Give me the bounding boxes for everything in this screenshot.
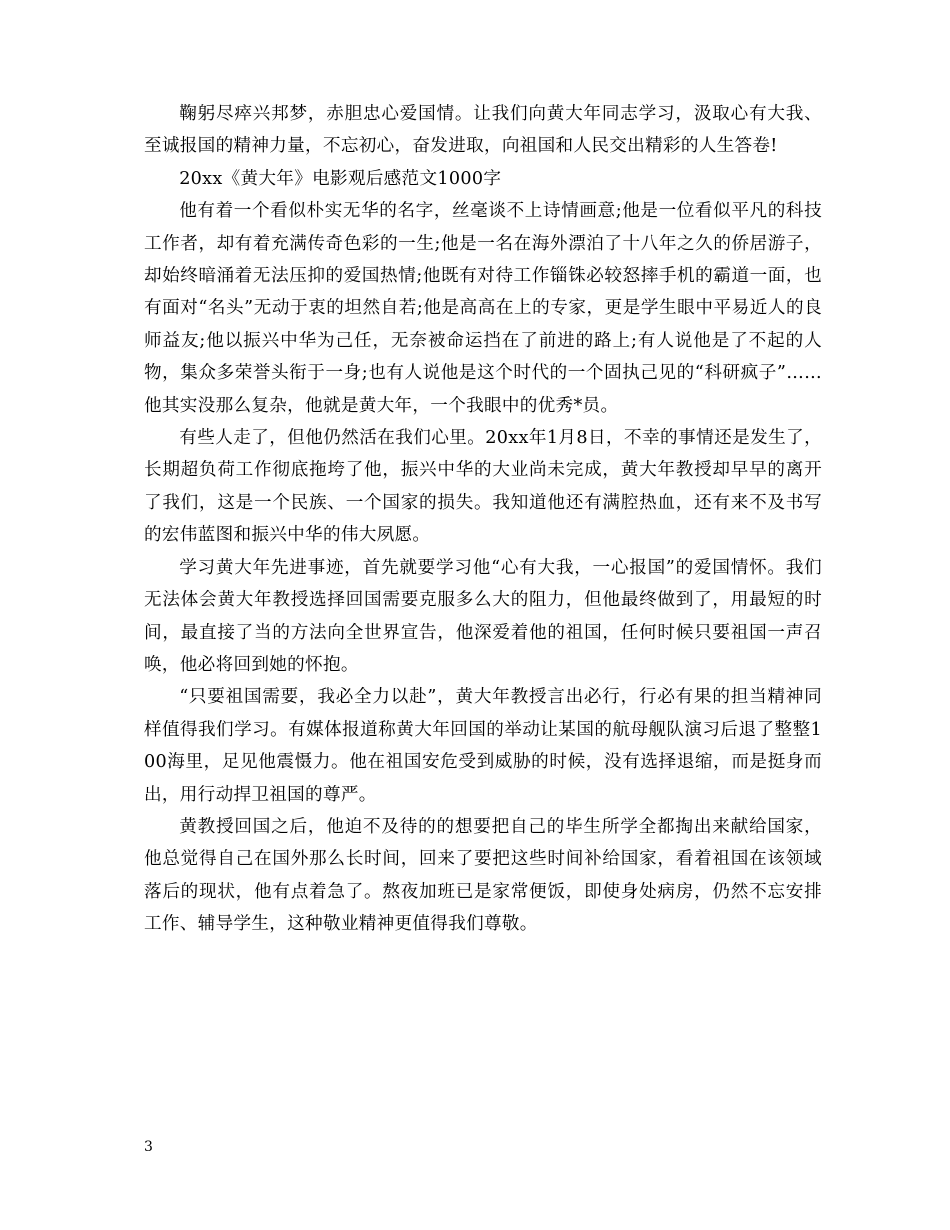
paragraph-patriotism: 学习黄大年先进事迹，首先就要学习他“心有大我，一心报国”的爱国情怀。我们无法体会黄大年教授选择回国需要克服多么大的阻力，但他最终做到了，用最短的时间，最直接了当的方法向全世界宣告，他深爱着他的祖国，任何时候只要祖国一声召唤，他必将回到她的怀抱。	[144, 557, 822, 675]
paragraph-conclusion: 鞠躬尽瘁兴邦梦，赤胆忠心爱国情。让我们向黄大年同志学习，汲取心有大我、至诚报国的精神力量，不忘初心，奋发进取，向祖国和人民交出精彩的人生答卷!	[144, 104, 822, 157]
paragraph-dedication: 黄教授回国之后，他迫不及待的的想要把自己的毕生所学全都掏出来献给国家，他总觉得自己在国外那么长时间，回来了要把这些时间补给国家，看着祖国在该领域落后的现状，他有点着急了。熬夜加班已是家常便饭，即使身处病房，仍然不忘安排工作、辅导学生，这种敬业精神更值得我们尊敬。	[144, 816, 822, 935]
paragraph-intro: 他有着一个看似朴实无华的名字，丝毫谈不上诗情画意;他是一位看似平凡的科技工作者，却有着充满传奇色彩的一生;他是一名在海外漂泊了十八年之久的侨居游子，却始终暗涌着无法压抑的爱国热情;他既有对待工作锱铢必较怒摔手机的霸道一面，也有面对“名头”无动于衷的坦然自若;他是高高在上的专家，更是学生眼中平易近人的良师益友;他以振兴中华为己任，无奈被命运挡在了前进的路上;有人说他是了不起的人物，集众多荣誉头衔于一身;也有人说他是这个时代的一个固执己见的“科研疯子”……他其实没那么复杂，他就是黄大年，一个我眼中的优秀*员。	[144, 201, 822, 416]
section-heading: 20xx《黄大年》电影观后感范文1000字	[179, 168, 502, 189]
paragraph-passing: 有些人走了，但他仍然活在我们心里。20xx年1月8日，不幸的事情还是发生了，长期超负荷工作彻底拖垮了他，振兴中华的大业尚未完成，黄大年教授却早早的离开了我们，这是一个民族、一个国家的损失。我知道他还有满腔热血，还有来不及书写的宏伟蓝图和振兴中华的伟大夙愿。	[144, 428, 822, 546]
document-body	[144, 98, 822, 941]
page-number: 3	[144, 1139, 153, 1155]
paragraph-responsibility: “只要祖国需要，我必全力以赴”，黄大年教授言出必行，行必有果的担当精神同样值得我们学习。有媒体报道称黄大年回国的举动让某国的航母舰队演习后退了整整100海里，足见他震慑力。他在祖国安危受到威胁的时候，没有选择退缩，而是挺身而出，用行动捍卫祖国的尊严。	[144, 687, 822, 805]
